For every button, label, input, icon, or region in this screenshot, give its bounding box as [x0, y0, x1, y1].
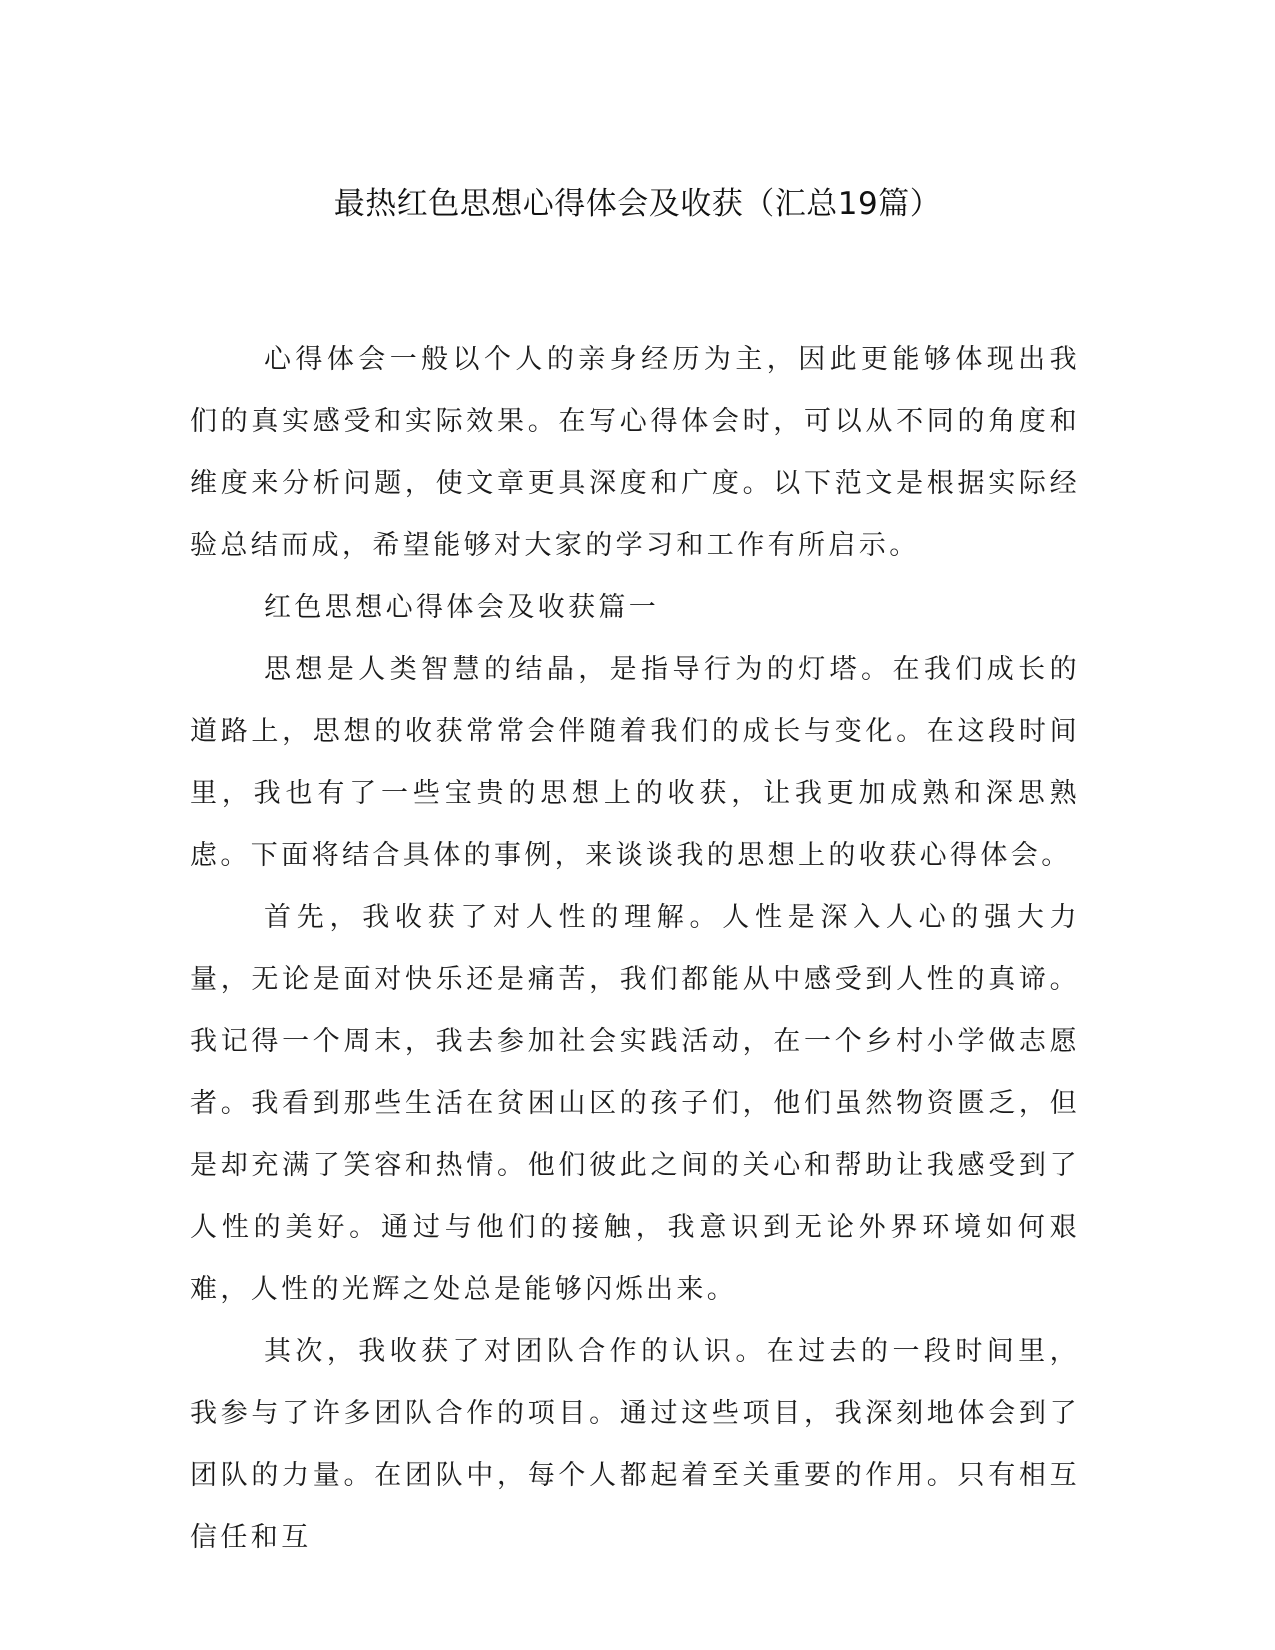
document-body — [190, 329, 1080, 1569]
intro-paragraph: 心得体会一般以个人的亲身经历为主，因此更能够体现出我们的真实感受和实际效果。在写心得体会时，可以从不同的角度和维度来分析问题，使文章更具深度和广度。以下范文是根据实际经验总结而成，希望能够对大家的学习和工作有所启示。 — [190, 344, 1080, 561]
body-paragraph: 其次，我收获了对团队合作的认识。在过去的一段时间里，我参与了许多团队合作的项目。通过这些项目，我深刻地体会到了团队的力量。在团队中，每个人都起着至关重要的作用。只有相互信任和互 — [190, 1336, 1080, 1553]
body-paragraph: 思想是人类智慧的结晶，是指导行为的灯塔。在我们成长的道路上，思想的收获常常会伴随着我们的成长与变化。在这段时间里，我也有了一些宝贵的思想上的收获，让我更加成熟和深思熟虑。下面将结合具体的事例，来谈谈我的思想上的收获心得体会。 — [190, 654, 1080, 871]
section-heading: 红色思想心得体会及收获篇一 — [264, 592, 660, 623]
document-title: 最热红色思想心得体会及收获（汇总19篇） — [333, 186, 942, 222]
body-paragraph: 首先，我收获了对人性的理解。人性是深入人心的强大力量，无论是面对快乐还是痛苦，我们都能从中感受到人性的真谛。我记得一个周末，我去参加社会实践活动，在一个乡村小学做志愿者。我看到那些生活在贫困山区的孩子们，他们虽然物资匮乏，但是却充满了笑容和热情。他们彼此之间的关心和帮助让我感受到了人性的美好。通过与他们的接触，我意识到无论外界环境如何艰难，人性的光辉之处总是能够闪烁出来。 — [190, 902, 1080, 1305]
